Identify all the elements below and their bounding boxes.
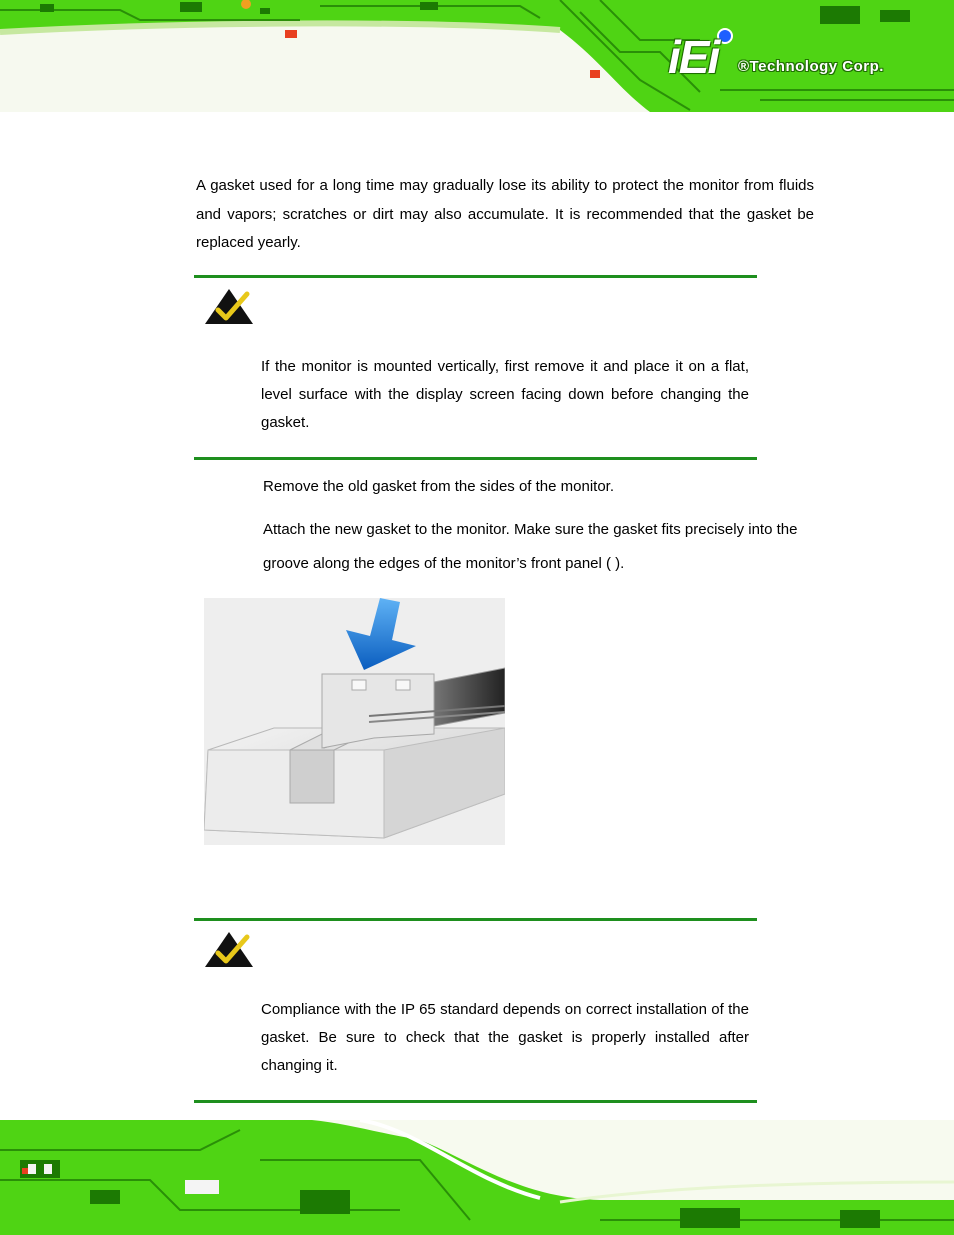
note2-bottom-rule (194, 1100, 757, 1103)
note2-top-rule (194, 918, 757, 921)
company-name: ®Technology Corp. (738, 58, 884, 75)
checkmark-note-icon (203, 929, 255, 969)
step-1: Remove the old gasket from the sides of the monitor. (263, 478, 615, 495)
note-bottom-rule (194, 457, 757, 460)
note2-text: Compliance with the IP 65 standard depends on correct installation of the gasket. Be sure to check that the gasket is properly installed after changing it. (261, 1001, 749, 1075)
gasket-installation-figure (204, 598, 505, 845)
note-top-rule (194, 275, 757, 278)
note1-text: If the monitor is mounted vertically, first remove it and place it on a flat, level surface with the display screen facing down before changing the gasket. (261, 358, 749, 432)
circuit-board-banner (0, 0, 954, 112)
checkmark-note-icon (203, 286, 255, 326)
page-footer (0, 1120, 954, 1235)
step-2-line-2: groove along the edges of the monitor’s front panel ( ). (263, 555, 625, 572)
logo-dot-icon (717, 28, 733, 44)
step-2-line-1: Attach the new gasket to the monitor. Make sure the gasket fits precisely into the (263, 521, 798, 538)
company-logo: iEi (668, 31, 719, 83)
circuit-board-footer (0, 1120, 954, 1235)
intro-paragraph: A gasket used for a long time may gradually lose its ability to protect the monitor from fluids and vapors; scratches or dirt may also accumulate. It is recommended that the gasket be replaced yearly. (196, 177, 814, 251)
page-header (0, 0, 954, 112)
